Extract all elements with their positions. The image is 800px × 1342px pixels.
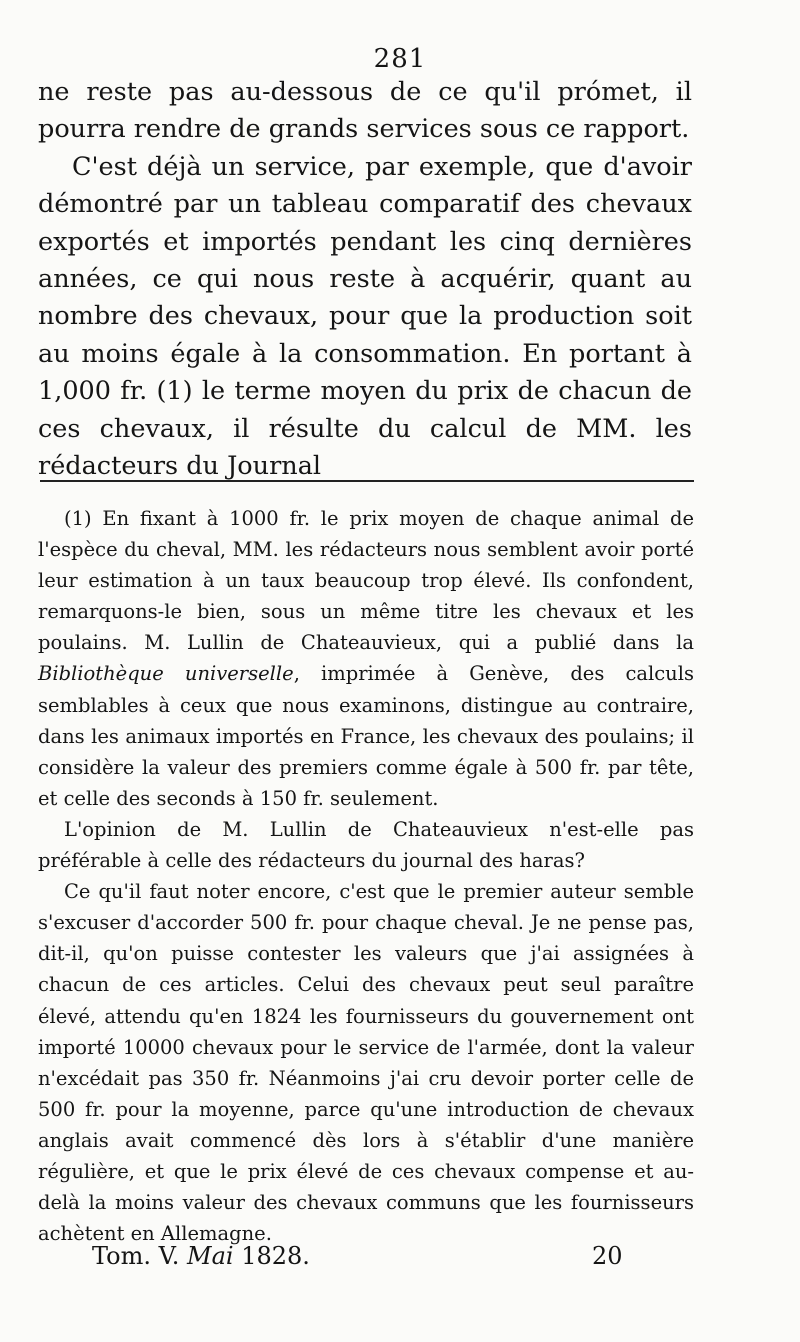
signature-mark: [92, 1242, 310, 1270]
footnote-paragraph-2: L'opinion de M. Lullin de Chateauvieux n'est-elle pas préférable à celle des rédacteurs du journal des haras?: [38, 817, 694, 873]
signature-year: 1828.: [241, 1242, 310, 1270]
footnote-text-1b: , imprimée à Genève, des calculs semblables à ceux que nous examinons, distingue au contraire, dans les animaux importés en France, les chevaux des poulains; il considère la valeur des premiers comme égale à 500 fr. par tête, et celle des seconds à 150 fr. seulement.: [38, 662, 694, 810]
footnote-rule: [40, 480, 694, 482]
signature-sheet-number: 20: [592, 1242, 623, 1270]
signature-volume: Tom. V.: [92, 1242, 180, 1270]
paragraph-1: ne reste pas au-dessous de ce qu'il prómet, il pourra rendre de grands services sous ce rapport.: [38, 77, 692, 145]
signature-line: [0, 1242, 800, 1276]
footnote-paragraph-3: Ce qu'il faut noter encore, c'est que le premier auteur semble s'excuser d'accorder 500 fr. pour chaque cheval. Je ne pense pas, dit-il, qu'on puisse contester les valeurs que j'ai assignées à chacun de ces articles. Celui des chevaux peut seul paraître élevé, attendu qu'en 1824 les fournisseurs du gouvernement ont importé 10000 chevaux pour le service de l'armée, dont la valeur n'excédait pas 350 fr. Néanmoins j'ai cru devoir porter celle de 500 fr. pour la moyenne, parce qu'une introduction de chevaux anglais avait commencé dès lors à s'établir d'une manière régulière, et que le prix élevé de ces chevaux compense et au-delà la moins valeur des chevaux communs que les fournisseurs achètent en Allemagne.: [38, 880, 694, 1246]
paragraph-2: C'est déjà un service, par exemple, que d'avoir démontré par un tableau comparatif des chevaux exportés et importés pendant les cinq dernières années, ce qui nous reste à acquérir, quant au nombre des chevaux, pour que la production soit au moins égale à la consommation. En portant à 1,000 fr. (1) le terme moyen du prix de chacun de ces chevaux, il résulte du calcul de MM. les rédacteurs du Journal: [38, 151, 692, 482]
footnote-text-1a: (1) En fixant à 1000 fr. le prix moyen de chaque animal de l'espèce du cheval, MM. les rédacteurs nous semblent avoir porté leur estimation à un taux beaucoup trop élevé. Ils confondent, remarquons-le bien, sous un même titre les chevaux et les poulains. M. Lullin de Chateauvieux, qui a publié dans la: [38, 507, 694, 655]
footnote: [38, 503, 694, 1249]
signature-month: Mai: [187, 1242, 234, 1270]
journal-title-italic: Bibliothèque universelle: [38, 662, 294, 686]
footnote-paragraph-1: [38, 503, 694, 814]
page-number: 281: [373, 44, 427, 74]
main-text: [38, 74, 692, 485]
